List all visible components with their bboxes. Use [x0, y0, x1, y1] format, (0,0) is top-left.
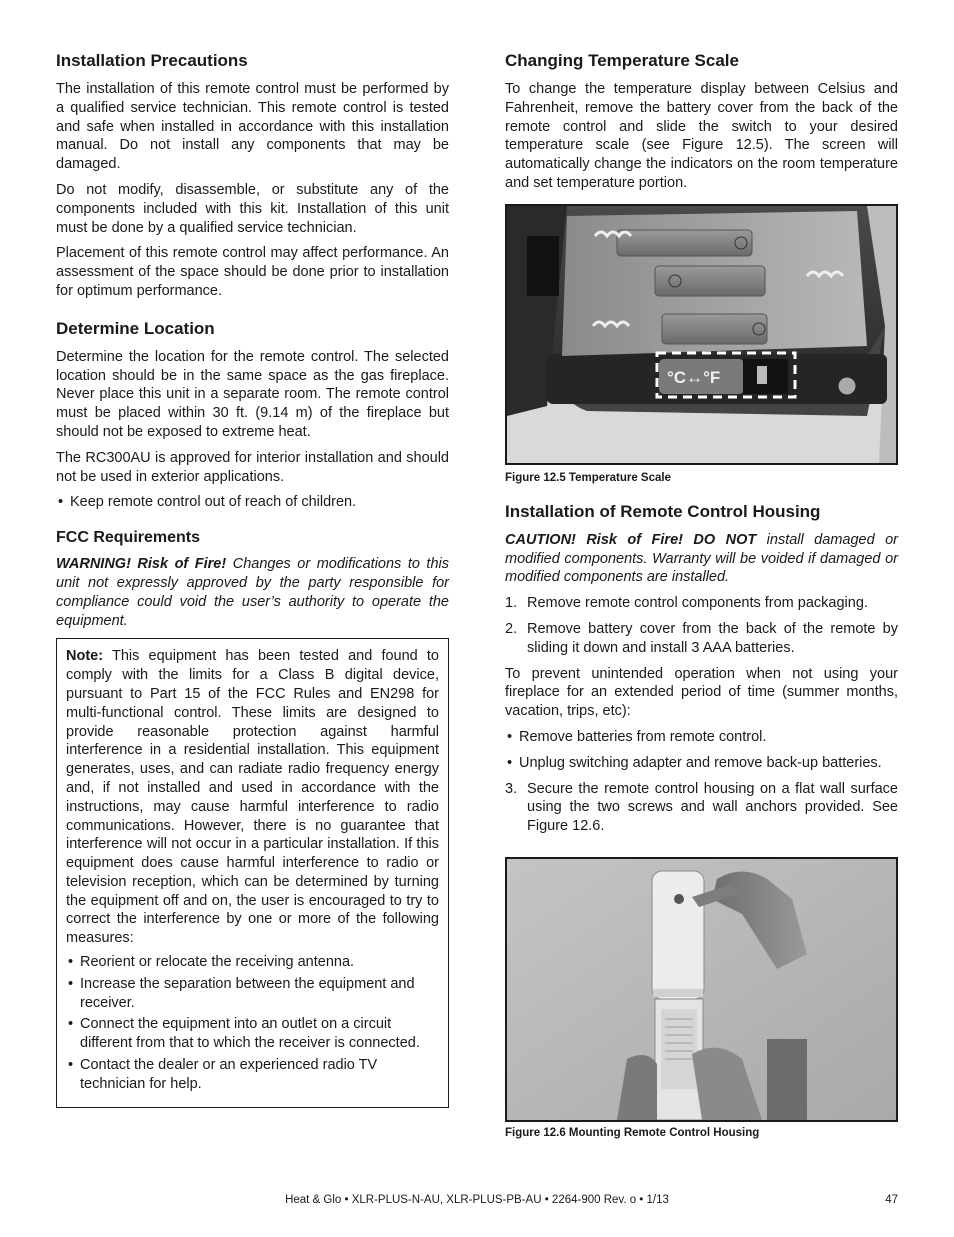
fcc-measures-list [66, 953, 439, 1094]
fcc-measure-item: • Connect the equipment into an outlet on a circuit different from that to which the receiver is connected. [66, 1015, 439, 1053]
step-text: Remove battery cover from the back of the remote by sliding it down and install 3 AAA batteries. [527, 620, 898, 656]
figure-12-6-caption: Figure 12.6 Mounting Remote Control Housing [505, 1127, 760, 1139]
determine-location-heading: Determine Location [56, 318, 215, 338]
precautions-paragraph-1: The installation of this remote control must be performed by a qualified service technician. This remote control is tested and safe when installed in accordance with this installation manual. Do not install any components that may be damaged. [56, 81, 449, 173]
figure-12-5-photo [505, 204, 898, 465]
changing-temperature-scale-heading: Changing Temperature Scale [505, 51, 739, 70]
page-number: 47 [885, 1194, 898, 1206]
location-bullet: • Keep remote control out of reach of children. [56, 493, 449, 512]
fcc-note-label: Note: [66, 648, 104, 665]
fcc-note-box [56, 638, 449, 1107]
step-number: 3. [505, 780, 518, 797]
mounting-housing-photo [507, 859, 896, 1120]
prevent-bullet: • Unplug switching adapter and remove back-up batteries. [505, 754, 898, 773]
temperature-switch-label: °C↔°F [667, 367, 721, 387]
precautions-paragraph-2: Do not modify, disassemble, or substitute any of the components included with this kit. Installation of this unit must be done by a qualified service technician. [56, 181, 449, 236]
temp-scale-paragraph: To change the temperature display between Celsius and Fahrenheit, remove the battery cover from the back of the remote control and slide the switch to your desired temperature scale (see Figure 12.5). The screen will automatically change the indicators on the room temperature and set temperature portion. [505, 81, 898, 191]
left-column [56, 50, 449, 1108]
installation-housing-heading: Installation of Remote Control Housing [505, 501, 821, 521]
housing-caution-label: CAUTION! Risk of Fire! DO NOT [505, 531, 757, 548]
precautions-paragraph-3: Placement of this remote control may affect performance. An assessment of the space should be done prior to installation for optimum performance. [56, 245, 449, 299]
housing-step [505, 620, 898, 658]
fcc-requirements-heading: FCC Requirements [56, 529, 201, 547]
fcc-warning [56, 555, 449, 630]
prevent-bullet: • Remove batteries from remote control. [505, 728, 898, 747]
fcc-measure-item: • Reorient or relocate the receiving antenna. [66, 953, 439, 972]
fcc-note-text: This equipment has been tested and found to comply with the limits for a Class B digital device, pursuant to Part 15 of the FCC Rules and EN298 for multi-functional control. These limits are designed to provide reasonable protection against harmful interference in a residential installation. This equipment generates, uses, and can radiate radio frequency energy and, if not installed and used in accordance with the instructions, may cause harmful interference to radio communications. However, there is no guarantee that interference will not occur in a particular installation. If this equipment does cause harmful interference to radio or television reception, which can be determined by turning the equipment off and on, the user is encouraged to try to correct the interference by one or more of the following measures: [66, 648, 439, 947]
footer-text: Heat & Glo • XLR-PLUS-N-AU, XLR-PLUS-PB-AU • 2264-900 Rev. o • 1/13 [285, 1194, 669, 1206]
fcc-measure-item: • Contact the dealer or an experienced radio TV technician for help. [66, 1056, 439, 1094]
prevent-operation-paragraph: To prevent unintended operation when not using your fireplace for an extended period of time (summer months, vacation, trips, etc): [505, 665, 898, 720]
prevent-operation-bullets [505, 728, 898, 773]
step-number: 2. [505, 620, 518, 637]
battery-compartment-photo [507, 206, 896, 463]
installation-precautions-heading: Installation Precautions [56, 51, 248, 70]
location-paragraph-1: Determine the location for the remote control. The selected location should be in the same space as the gas fireplace. Never place this unit in a separate room. The remote control must be placed within 30 ft. (9.14 m) of the fireplace but should not be exposed to extreme heat. [56, 348, 449, 440]
housing-step-3 [505, 780, 898, 836]
housing-caution-text: install damaged or modified components. Warranty will be voided if damaged or modified components are installed. [505, 531, 898, 586]
step-text: Remove remote control components from packaging. [527, 595, 868, 612]
step-number: 1. [505, 595, 518, 612]
figure-12-6-photo [505, 857, 898, 1122]
right-column [505, 50, 898, 843]
housing-caution [505, 531, 898, 587]
step-text: Secure the remote control housing on a flat wall surface using the two screws and wall anchors provided. See Figure 12.6. [527, 780, 898, 835]
fcc-note [66, 647, 439, 948]
fcc-measure-item: • Increase the separation between the equipment and receiver. [66, 975, 439, 1013]
location-bullets [56, 493, 449, 512]
fcc-warning-text: Changes or modifications to this unit not expressly approved by the party responsible for compliance could void the user’s authority to operate the equipment. [56, 556, 450, 629]
housing-step [505, 594, 898, 613]
location-paragraph-2: The RC300AU is approved for interior installation and should not be used in exterior applications. [56, 449, 449, 485]
fcc-warning-label: WARNING! Risk of Fire! [56, 556, 227, 573]
housing-step [505, 780, 898, 836]
housing-steps-1-2 [505, 594, 898, 657]
figure-12-5-caption: Figure 12.5 Temperature Scale [505, 471, 671, 484]
